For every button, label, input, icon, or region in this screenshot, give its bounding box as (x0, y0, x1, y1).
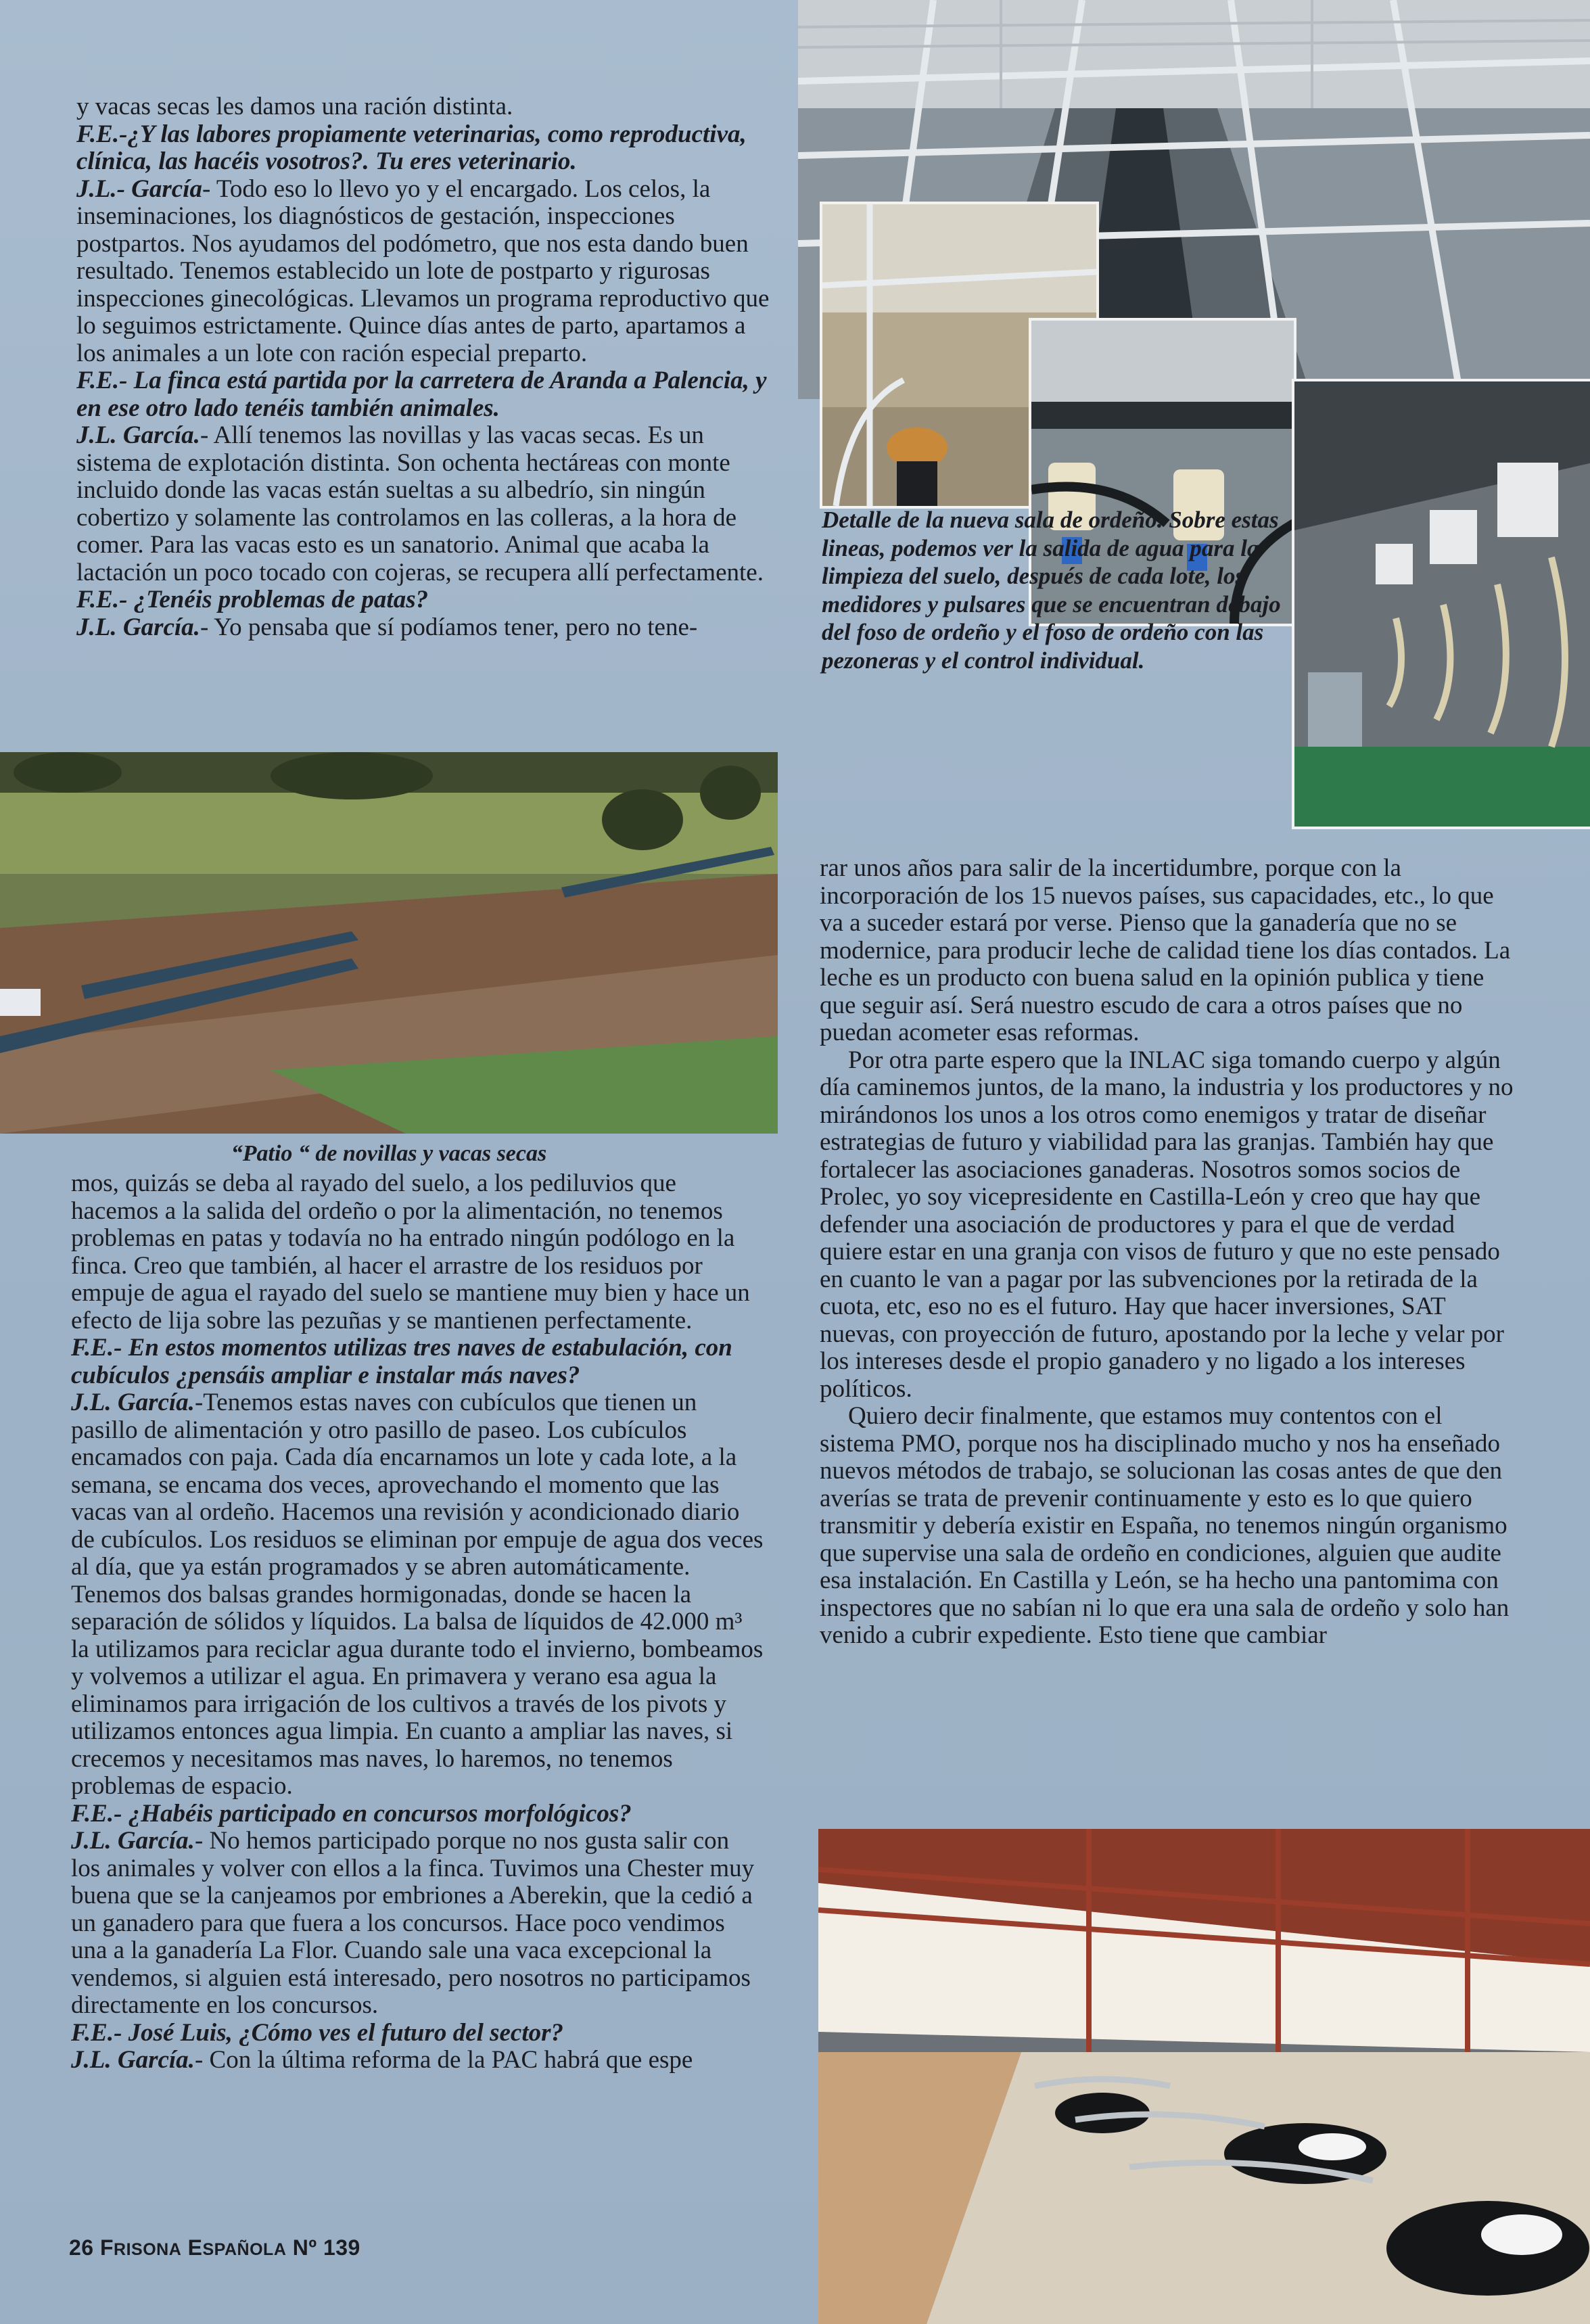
question: F.E.- José Luis, ¿Cómo ves el futuro del sector? (71, 2018, 564, 2047)
text-column-bottom-left (71, 1170, 764, 2074)
text-column-right (820, 855, 1523, 1650)
photo-barn-cubicles (818, 1829, 1590, 2324)
magazine-name: FRISONA ESPAÑOLA (99, 2235, 287, 2260)
speaker-label: J.L. García. (71, 1827, 195, 1855)
issue-number: Nº 139 (292, 2235, 360, 2260)
page-number: 26 (69, 2235, 94, 2260)
answer: J.L. García.- Allí tenemos las novillas y las vacas secas. Es un sistema de explotación distinta. Son ochenta hectáreas con monte incluido donde las vacas están sueltas a su albedrío, sin ningún cobertizo y solamente las controlamos en las colleras, a la hora de comer. Para las vacas esto es un sanatorio. Animal que acaba la lactación un poco tocado con cojeras, se recupera allí perfectamente. (76, 421, 764, 586)
photo-milking-pit (1292, 379, 1590, 829)
speaker-label: J.L. García. (71, 1389, 195, 1416)
page-footer (69, 2235, 360, 2260)
answer: J.L.- García- Todo eso lo llevo yo y el encargado. Los celos, la inseminaciones, los diagnósticos de gestación, inspecciones postpartos. Nos ayudamos del podómetro, que nos esta dando buen resultado. Tenemos establecido un lote de postparto y rigurosas inspecciones ginecológicas. Llevamos un programa reproductivo que lo seguimos estrictamente. Quince días antes de parto, apartamos a los animales a un lote con ración especial preparto. (76, 175, 770, 367)
question: F.E.- ¿Habéis participado en concursos morfológicos? (71, 1799, 632, 1828)
text-column-top-left (76, 93, 770, 641)
answer: J.L. García.- No hemos participado porque no nos gusta salir con los animales y volver con ellos a la finca. Tuvimos una Chester muy buena que se la canjeamos por embriones a Aberekin, que la cedió a un ganadero para que fuera a los concursos. Hace poco vendimos una a la ganadería La Flor. Cuando sale una vaca excepcional la vendemos, si alguien está interesado, pero nosotros no participamos directamente en los concursos. (71, 1827, 755, 2019)
paragraph: rar unos años para salir de la incertidumbre, porque con la incorporación de los 15 nuevos países, sus capacidades, etc., lo que va a suceder estará por verse. Pienso que la ganadería que no se modernice, para producir leche de calidad tiene los días contados. La leche es un producto con buena salud en la opinión publica y tiene que seguir así. Será nuestro escudo de cara a otros países que no puedan acometer esas reformas. (820, 854, 1511, 1046)
speaker-label: J.L.- García (76, 175, 202, 203)
paragraph: Por otra parte espero que la INLAC siga tomando cuerpo y algún día caminemos juntos, de la mano, la industria y los productores y no mirándonos los unos a los otros como enemigos y tratar de diseñar estrategias de futuro y viabilidad para las granjas. También hay que fortalecer las asociaciones ganaderas. Nosotros somos socios de Prolec, yo soy vicepresidente en Castilla-León y creo que hay que defender una asociación de productores y para el que de verdad quiere estar en una granja con visos de futuro y que no este pensado en cuanto le van a pagar por las subvenciones por la retirada de la cuota, etc, eso no es el futuro. Hay que hacer inversiones, SAT nuevas, con proyección de futuro, apostando por la leche y velar por los intereses desde el propio ganadero y no ligado a los intereses políticos. (820, 1046, 1514, 1403)
caption-patio: “Patio “ de novillas y vacas secas (231, 1141, 547, 1166)
question: F.E.- En estos momentos utilizas tres naves de estabulación, con cubículos ¿pensáis ampliar e instalar más naves? (71, 1334, 732, 1389)
paragraph: mos, quizás se deba al rayado del suelo, a los pediluvios que hacemos a la salida del ordeño o por la alimentación, no tenemos problemas en patas y todavía no ha entrado ningún podólogo en la finca. Creo que también, al hacer el arrastre de los residuos por empuje de agua el rayado del suelo se mantiene muy bien y hace un efecto de lija sobre las pezuñas y se mantienen perfectamente. (71, 1169, 750, 1334)
photo-patio-heifers (0, 752, 778, 1134)
question: F.E.- La finca está partida por la carretera de Aranda a Palencia, y en ese otro lado tenéis también animales. (76, 367, 767, 422)
paragraph: Quiero decir finalmente, que estamos muy contentos con el sistema PMO, porque nos ha disciplinado mucho y nos ha enseñado nuevos métodos de trabajo, se solucionan las cosas antes de que den averías se trata de prevenir continuamente y esto es lo que quiero transmitir y debería existir en España, no tenemos ningún organismo que supervise una sala de ordeño en condiciones, alguien que audite esa instalación. En Castilla y León, se ha hecho una pantomima con inspectores que no sabían ni lo que era una sala de ordeño y solo han venido a cubrir expediente. Esto tiene que cambiar (820, 1402, 1510, 1649)
speaker-label: J.L. García. (76, 421, 200, 449)
question: F.E.-¿Y las labores propiamente veterinarias, como reproductiva, clínica, las hacéis vosotros?. Tu eres veterinario. (76, 120, 747, 175)
caption-milking-parlor: Detalle de la nueva sala de ordeño. Sobre estas lineas, podemos ver la salida de agua para la limpieza del suelo, después de cada lote, los medidores y pulsares que se encuentran debajo del foso de ordeño y el foso de ordeño con las pezoneras y el control individual. (822, 507, 1281, 674)
answer: J.L. García.- Yo pensaba que sí podíamos tener, pero no tene- (76, 613, 698, 641)
speaker-label: J.L. García. (71, 2046, 195, 2074)
answer: J.L. García.-Tenemos estas naves con cubículos que tienen un pasillo de alimentación y otro pasillo de paseo. Los cubículos encamados con paja. Cada día encarnamos un lote y cada lote, a la semana, se encama dos veces, aprovechando el momento que las vacas van al ordeño. Hacemos una revisión y acondicionado diario de cubículos. Los residuos se eliminan por empuje de agua dos veces al día, que ya están programados y se abren automáticamente. Tenemos dos balsas grandes hormigonadas, donde se hacen la separación de sólidos y líquidos. La balsa de líquidos de 42.000 m³ la utilizamos para reciclar agua durante todo el invierno, bombeamos y volvemos a utilizar el agua. En primavera y verano esa agua la eliminamos para irrigación de los cultivos a través de los pivots y utilizamos entonces agua limpia. En cuanto a ampliar las naves, si crecemos y necesitamos mas naves, lo haremos, no tenemos problemas de espacio. (71, 1389, 764, 1800)
answer: J.L. García.- Con la última reforma de la PAC habrá que espe (71, 2046, 693, 2074)
speaker-label: J.L. García. (76, 613, 200, 641)
question: F.E.- ¿Tenéis problemas de patas? (76, 586, 429, 613)
paragraph: y vacas secas les damos una ración distinta. (76, 93, 513, 120)
